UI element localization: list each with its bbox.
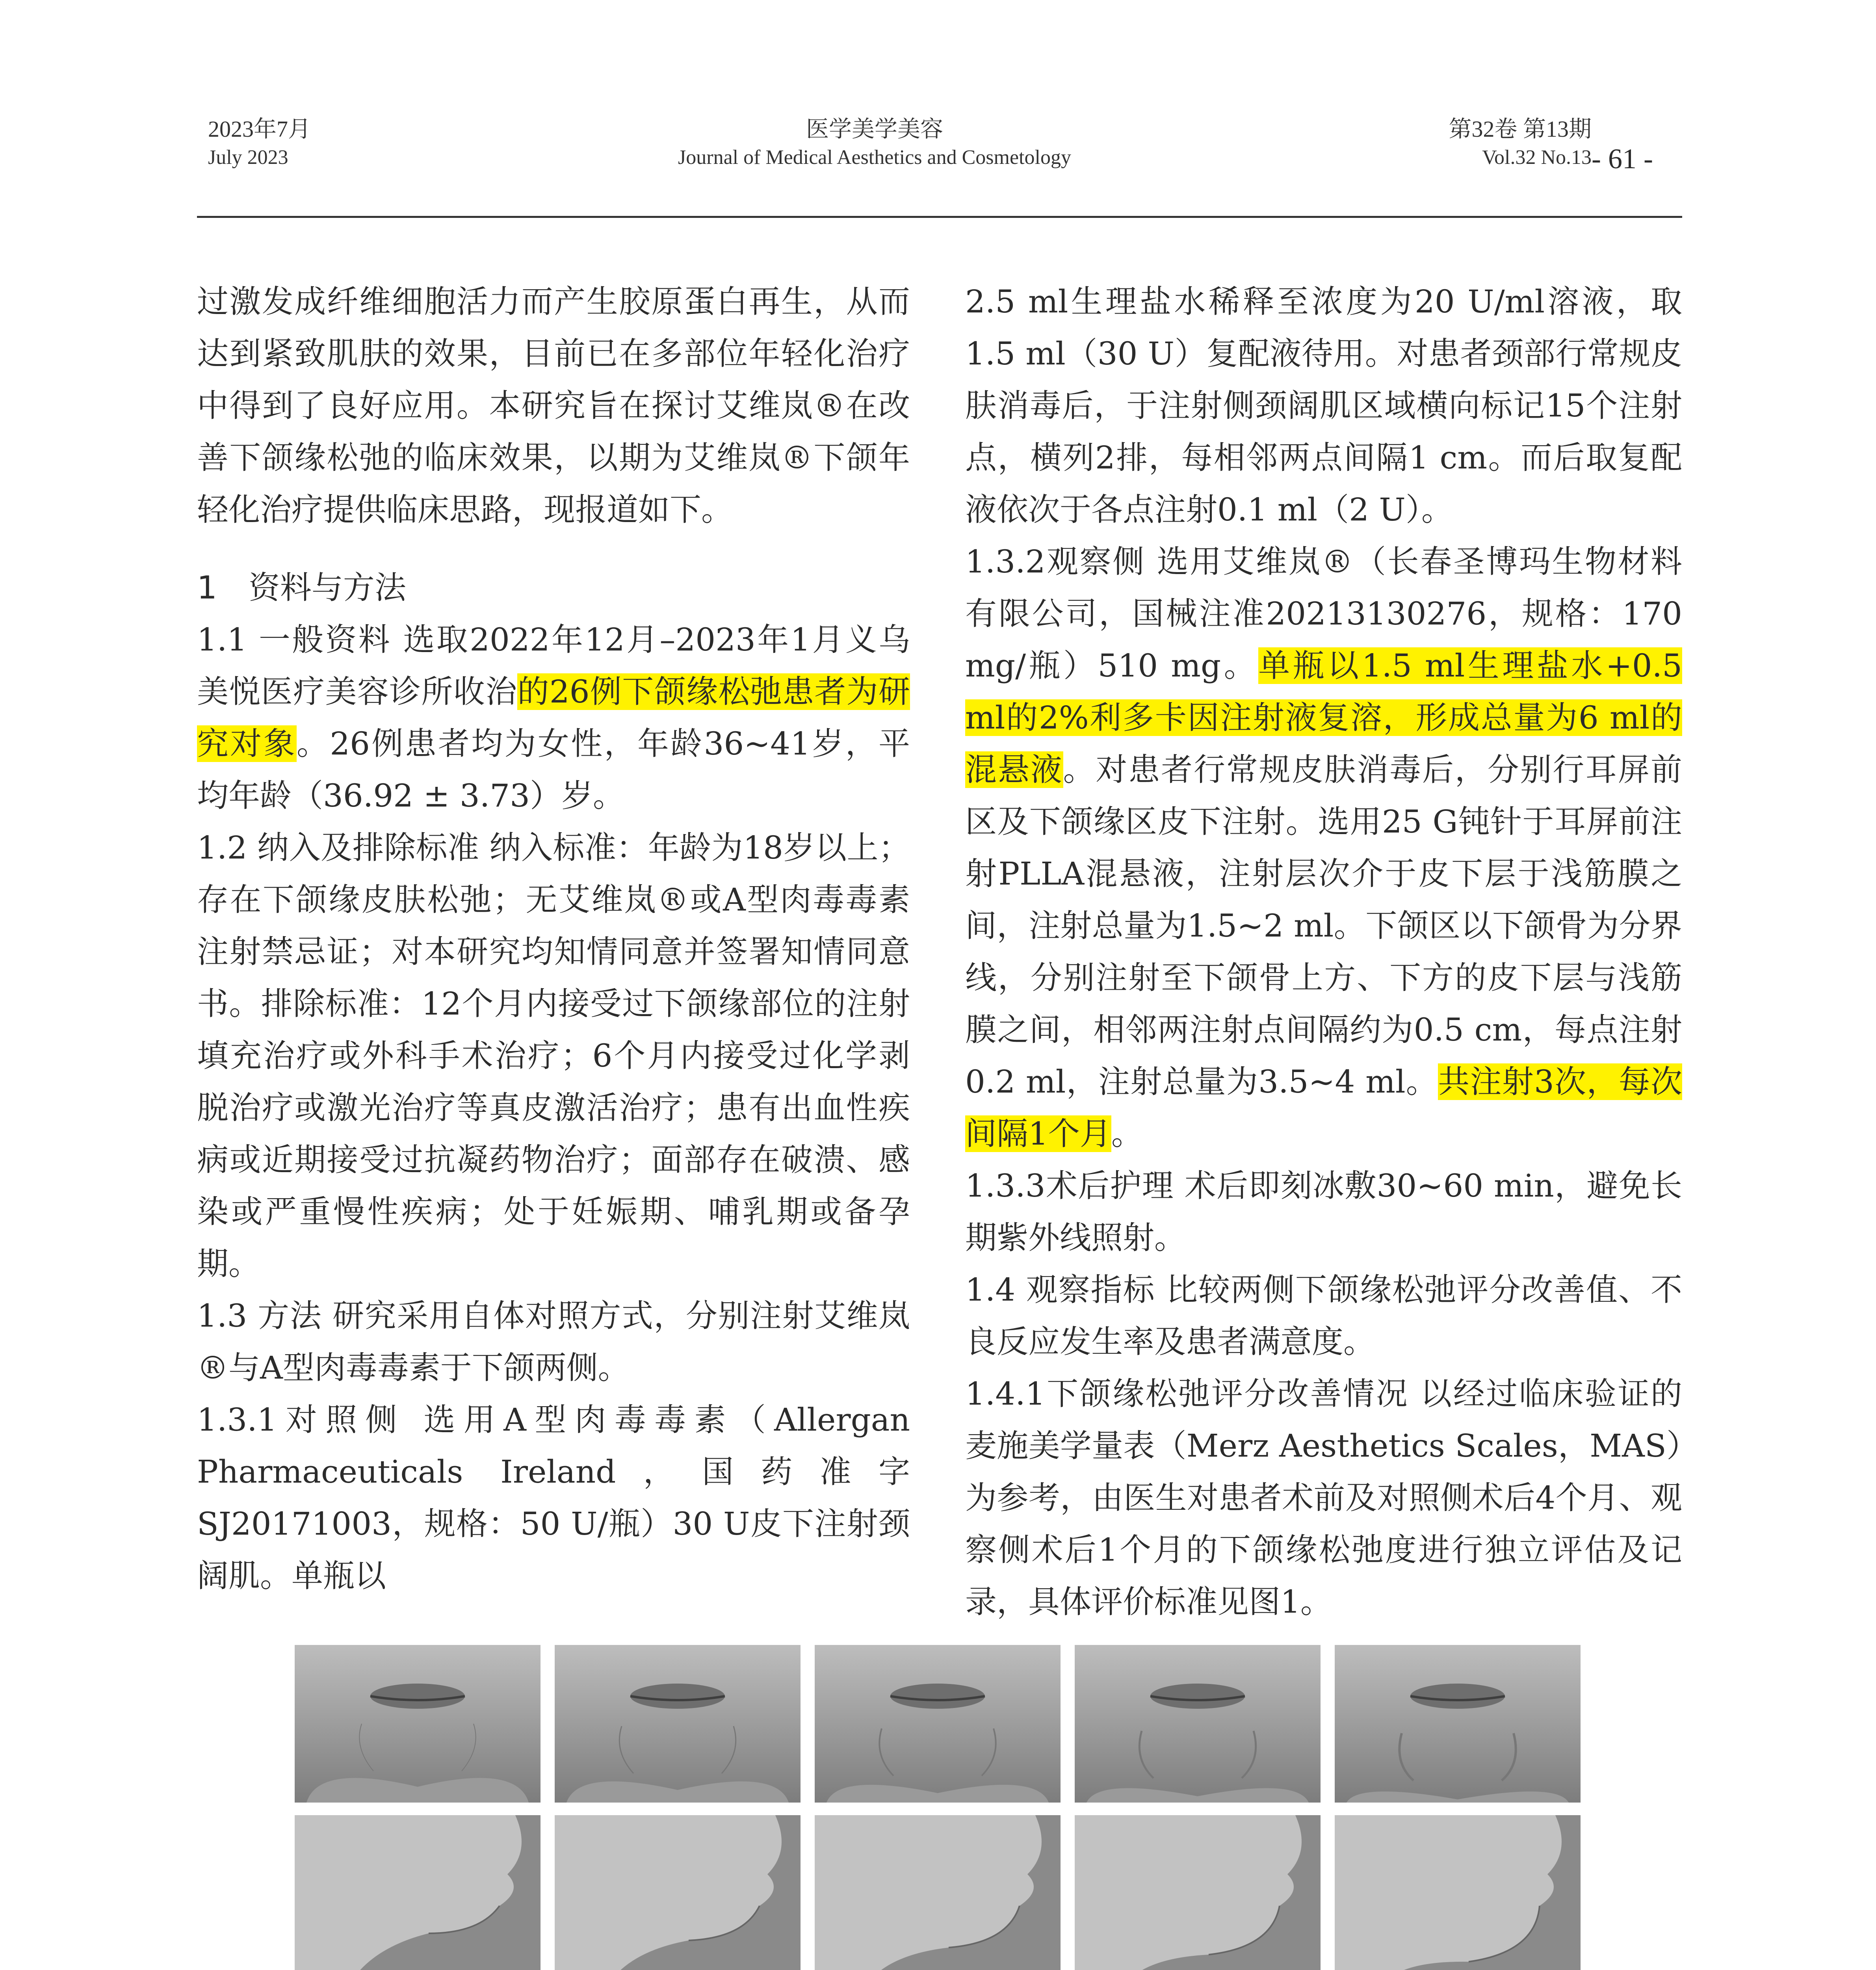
header-date-en: July 2023 [208, 146, 288, 169]
header-volume-en: Vol.32 No.13 [1482, 146, 1592, 169]
text-span: 1.3.2观察侧 选用艾维岚®（长春圣博玛生物材料有限公司，国械注准20213130276，规格：170 mg/瓶）510 mg。 [965, 543, 1682, 684]
header-journal [654, 115, 1095, 172]
paragraph-continuation: 2.5 ml生理盐水稀释至浓度为20 U/ml溶液，取1.5 ml（30 U）复配液待用。对患者颈部行常规皮肤消毒后，于注射侧颈阔肌区域横向标记15个注射点，横列2排，每相邻两点间隔1 cm。而后取复配液依次于各点注射0.1 ml（2 U）。 [965, 283, 1682, 528]
header-date-cn: 2023年7月 [208, 116, 311, 142]
paragraph-1-3-2 [965, 536, 1682, 1160]
text-span: 1.1 一般资料 选取2022年12月–2023年1月义乌美悦医疗美容诊所收治 [197, 621, 910, 710]
figure-mas-scale [295, 1645, 1583, 1970]
paragraph-1-3-3: 1.3.3术后护理 术后即刻冰敷30~60 min，避免长期紫外线照射。 [965, 1167, 1682, 1256]
profile-face-photo [555, 1815, 801, 1970]
front-face-photo [295, 1645, 541, 1803]
paragraph-1-2: 1.2 纳入及排除标准 纳入标准：年龄为18岁以上；存在下颌缘皮肤松弛；无艾维岚®或A型肉毒毒素注射禁忌证；对本研究均知情同意并签署知情同意书。排除标准：12个月内接受过下颌缘部位的注射填充治疗或外科手术治疗；6个月内接受过化学剥脱治疗或激光治疗等真皮激活治疗；患有出血性疾病或近期接受过抗凝药物治疗；面部存在破溃、感染或严重慢性疾病；处于妊娠期、哺乳期或备孕期。 [197, 829, 910, 1282]
header-journal-en: Journal of Medical Aesthetics and Cosmetology [678, 146, 1071, 169]
header-journal-cn: 医学美学美容 [806, 116, 943, 142]
front-face-photo [555, 1645, 801, 1803]
page-number: - 61 - [1592, 143, 1653, 175]
text-span: 。26例患者均为女性，年龄36~41岁，平均年龄（36.92 ± 3.73）岁。 [197, 725, 910, 814]
paragraph-1-3-1: 1.3.1对照侧 选用A型肉毒毒素（Allergan Pharmaceuticals Ireland，国药准字SJ20171003，规格：50 U/瓶）30 U皮下注射颈阔肌。单瓶以 [197, 1401, 910, 1594]
paragraph-1-3: 1.3 方法 研究采用自体对照方式，分别注射艾维岚®与A型肉毒毒素于下颌两侧。 [197, 1297, 910, 1386]
paragraph-1-1 [197, 614, 910, 822]
header-rule [197, 216, 1682, 218]
header-volume-cn: 第32卷 第13期 [1449, 116, 1592, 142]
left-column [197, 276, 910, 1602]
header-date [208, 115, 311, 172]
paragraph-1-4-1: 1.4.1下颌缘松弛评分改善情况 以经过临床验证的麦施美学量表（Merz Aesthetics Scales，MAS）为参考，由医生对患者术前及对照侧术后4个月、观察侧术后1个月的下颌缘松弛度进行独立评估及记录，具体评价标准见图1。 [965, 1375, 1682, 1620]
profile-face-photo [1335, 1815, 1581, 1970]
highlight-span: 单瓶以1.5 ml生理盐水+0.5 ml的2%利多卡因注射液复溶，形成总量为6 ml的混悬液 [965, 647, 1682, 788]
paragraph-1-4: 1.4 观察指标 比较两侧下颌缘松弛评分改善值、不良反应发生率及患者满意度。 [965, 1271, 1682, 1360]
profile-face-photo [1075, 1815, 1321, 1970]
front-face-photo [1335, 1645, 1581, 1803]
text-span: 。对患者行常规皮肤消毒后，分别行耳屏前区及下颌缘区皮下注射。选用25 G钝针于耳屏前注射PLLA混悬液，注射层次介于皮下层于浅筋膜之间，注射总量为1.5~2 ml。下颌区以下颌骨为分界线，分别注射至下颌骨上方、下方的皮下层与浅筋膜之间，相邻两注射点间隔约为0.5 cm，每点注射0.2 ml，注射总量为3.5~4 ml。 [965, 751, 1683, 1100]
right-column [965, 276, 1682, 1628]
text-span: 。 [1111, 1115, 1143, 1152]
highlight-span: 共注射3次，每次间隔1个月 [965, 1063, 1682, 1152]
front-face-photo [1075, 1645, 1321, 1803]
header-volume [1395, 115, 1592, 172]
section-heading-1: 1 资料与方法 [197, 569, 406, 606]
profile-face-photo [295, 1815, 541, 1970]
highlight-span: 的26例下颌缘松弛患者为研究对象 [197, 673, 910, 762]
profile-face-photo [815, 1815, 1061, 1970]
paragraph-intro: 过激发成纤维细胞活力而产生胶原蛋白再生，从而达到紧致肌肤的效果，目前已在多部位年轻化治疗中得到了良好应用。本研究旨在探讨艾维岚®在改善下颌缘松弛的临床效果，以期为艾维岚®下颌年轻化治疗提供临床思路，现报道如下。 [197, 283, 910, 528]
front-face-photo [815, 1645, 1061, 1803]
